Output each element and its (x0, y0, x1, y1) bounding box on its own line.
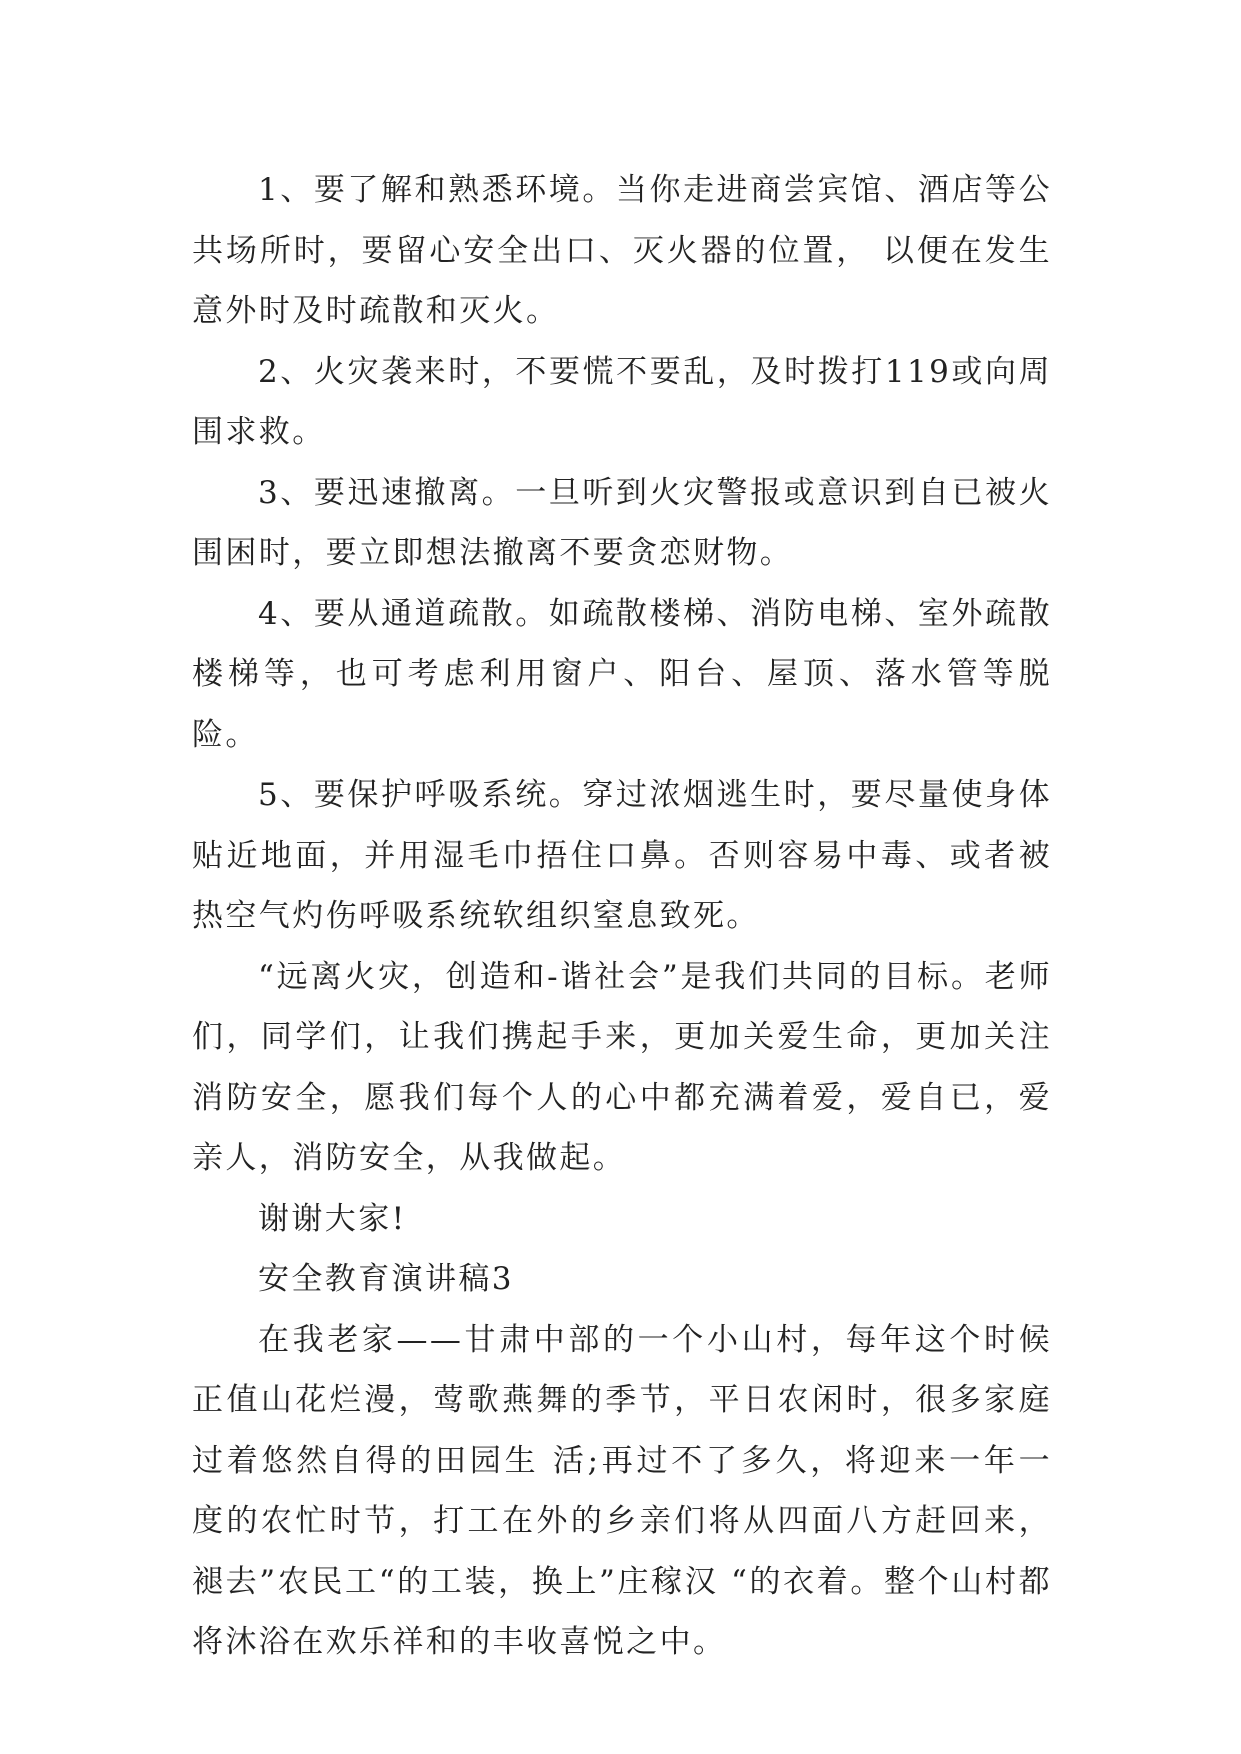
document-body (192, 160, 1052, 1673)
paragraph-tip-2: 2、火灾袭来时，不要慌不要乱，及时拨打119或向周围求救。 (192, 353, 1052, 450)
paragraph-thanks: 谢谢大家! (258, 1200, 407, 1237)
paragraph-tip-4: 4、要从通道疏散。如疏散楼梯、消防电梯、室外疏散楼梯等，也可考虑利用窗户、阳台、屋顶、落水管等脱险。 (192, 595, 1052, 753)
paragraph-intro: 在我老家——甘肃中部的一个小山村，每年这个时候正值山花烂漫，莺歌燕舞的季节，平日农闲时，很多家庭过着悠然自得的田园生 活;再过不了多久，将迎来一年一度的农忙时节，打工在外的乡亲们将从四面八方赶回来，褪去”农民工“的工装，换上”庄稼汉 “的衣着。整个山村都将沐浴在欢乐祥和的丰收喜悦之中。 (192, 1321, 1052, 1660)
section-heading: 安全教育演讲稿3 (258, 1261, 514, 1297)
paragraph-tip-3: 3、要迅速撤离。一旦听到火灾警报或意识到自已被火围困时，要立即想法撤离不要贪恋财物。 (192, 474, 1052, 571)
paragraph-closing: “远离火灾，创造和-谐社会”是我们共同的目标。老师们，同学们，让我们携起手来，更加关爱生命，更加关注消防安全，愿我们每个人的心中都充满着爱，爱自已，爱亲人，消防安全，从我做起。 (192, 958, 1052, 1176)
paragraph-tip-5: 5、要保护呼吸系统。穿过浓烟逃生时，要尽量使身体贴近地面，并用湿毛巾捂住口鼻。否则容易中毒、或者被热空气灼伤呼吸系统软组织窒息致死。 (192, 777, 1052, 934)
paragraph-tip-1: 1、要了解和熟悉环境。当你走进商尝宾馆、酒店等公共场所时，要留心安全出口、灭火器的位置， 以便在发生意外时及时疏散和灭火。 (192, 172, 1052, 329)
